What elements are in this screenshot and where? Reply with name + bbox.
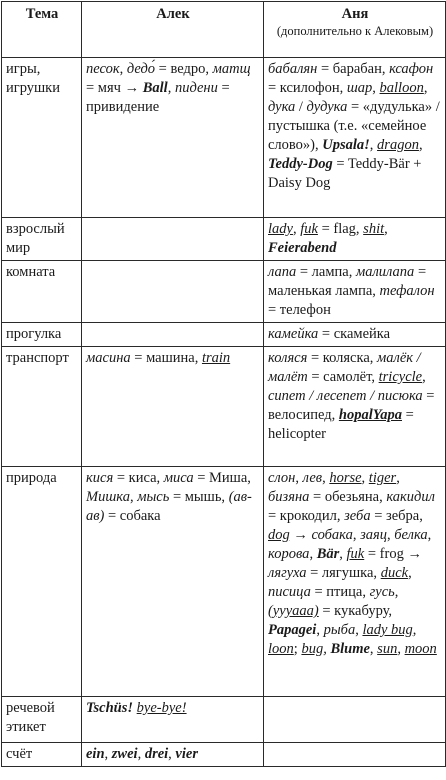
anya-cell (264, 323, 446, 347)
word-segment: какидил (386, 489, 435, 505)
topic-cell: взрослый мир (2, 218, 82, 261)
word-segment: , (408, 565, 412, 581)
word-segment: , (316, 622, 324, 638)
vocabulary-table (1, 1, 446, 767)
word-segment: , (418, 137, 423, 153)
word-segment: ; (293, 641, 302, 657)
header-anya (264, 2, 446, 58)
word-segment: = лягушка, (306, 565, 381, 581)
word-segment: миса (163, 470, 194, 486)
word-segment: гусь (369, 584, 395, 600)
word-segment: масина (86, 350, 131, 366)
word-segment: зеба (344, 508, 371, 524)
word-segment: корова (268, 546, 310, 562)
word-segment: = helicopter (268, 407, 414, 442)
word-segment: (ав-ав) (86, 489, 252, 524)
header-anya-title: Аня (341, 6, 369, 22)
word-segment: = собака (104, 508, 161, 524)
table-row (2, 467, 446, 697)
table-body (2, 58, 446, 767)
table-row (2, 261, 446, 323)
word-segment: , (394, 584, 399, 600)
word-segment: , (396, 470, 400, 486)
table-row (2, 697, 446, 743)
alek-cell (82, 323, 264, 347)
word-segment: = зебра, (370, 508, 423, 524)
word-segment: = птица, (310, 584, 370, 600)
word-segment: Feierabend (268, 240, 337, 256)
word-segment: шар (346, 80, 373, 96)
word-segment: = телефон (268, 302, 331, 318)
table-row (2, 743, 446, 767)
anya-cell (264, 218, 446, 261)
word-segment: собака (311, 527, 353, 543)
word-segment: , (137, 746, 145, 762)
word-segment: = мяч → (86, 80, 143, 96)
header-anya-subtitle: (дополнительно к Алековым) (276, 24, 434, 38)
word-segment: = барабан, (317, 61, 390, 77)
word-segment: → (289, 527, 312, 543)
word-segment: = «дудулька» / пустышка (т.е. «семейное слово»), (268, 99, 440, 153)
word-segment: , (129, 489, 138, 505)
word-segment: bye-bye! (136, 700, 187, 716)
topic-cell: речевой этикет (2, 697, 82, 743)
word-segment: ein (86, 746, 105, 762)
word-segment: = скамейка (318, 326, 391, 342)
word-segment: рыба (323, 622, 356, 638)
word-segment: Bär (316, 546, 340, 562)
word-segment: , (387, 527, 395, 543)
word-segment: = коляска, (307, 350, 378, 366)
word-segment: duck (380, 565, 409, 581)
word-segment: бабалян (268, 61, 318, 77)
alek-cell (82, 261, 264, 323)
word-segment: , (355, 622, 363, 638)
word-segment: , (295, 470, 303, 486)
word-segment: (уууааа) (268, 603, 319, 619)
word-segment: малилапа (355, 264, 415, 280)
table-row (2, 218, 446, 261)
word-segment: , (119, 61, 127, 77)
topic-cell: природа (2, 467, 82, 697)
word-segment: = киса, (113, 470, 164, 486)
word-segment: = ксилофон, (268, 80, 347, 96)
word-segment: horse (329, 470, 362, 486)
word-segment: dog (268, 527, 290, 543)
word-segment: vier (175, 746, 198, 762)
word-segment: Teddy-Dog (268, 156, 333, 172)
word-segment: = flag, (317, 221, 364, 237)
alek-cell (82, 467, 264, 697)
word-segment: , (369, 641, 378, 657)
word-segment: , (397, 641, 405, 657)
word-segment: = Миша, (193, 470, 251, 486)
alek-cell (82, 58, 264, 218)
topic-cell: прогулка (2, 323, 82, 347)
word-segment: = маленькая лампа, (268, 264, 427, 299)
word-segment: , (427, 527, 432, 543)
alek-cell (82, 218, 264, 261)
word-segment: , (372, 80, 380, 96)
word-segment: = крокодил, (268, 508, 345, 524)
word-segment: матщ (212, 61, 251, 77)
word-segment: , (422, 369, 426, 385)
word-segment: дедо́ (126, 61, 156, 77)
anya-cell (264, 261, 446, 323)
table-row (2, 323, 446, 347)
topic-cell: игры, игрушки (2, 58, 82, 218)
word-segment: lady (268, 221, 293, 237)
word-segment: = Teddy-Bär + Daisy Dog (268, 156, 422, 191)
header-topic: Тема (2, 2, 82, 58)
word-segment: , (323, 641, 331, 657)
word-segment: shit (363, 221, 385, 237)
word-segment: дудука (306, 99, 348, 115)
topic-cell: комната (2, 261, 82, 323)
word-segment: тефалон (379, 283, 435, 299)
word-segment: Papagei (268, 622, 317, 638)
word-segment: hopalYapa (338, 407, 402, 423)
alek-cell (82, 347, 264, 467)
topic-cell: транспорт (2, 347, 82, 467)
word-segment: , (309, 546, 317, 562)
word-segment: sun (377, 641, 398, 657)
word-segment: tiger (368, 470, 397, 486)
word-segment: Blume (330, 641, 370, 657)
alek-cell (82, 697, 264, 743)
word-segment: , (339, 546, 347, 562)
word-segment: кися (86, 470, 114, 486)
word-segment: , (412, 622, 417, 638)
word-segment: , (384, 221, 388, 237)
word-segment: balloon (379, 80, 424, 96)
word-segment: = мышь, (169, 489, 229, 505)
word-segment: , (369, 137, 378, 153)
topic-cell: счёт (2, 743, 82, 767)
word-segment: = frog → (364, 546, 422, 562)
word-segment: писица (268, 584, 311, 600)
word-segment: бизяна (268, 489, 310, 505)
word-segment: лев (302, 470, 323, 486)
word-segment: zwei (111, 746, 138, 762)
word-segment: train (201, 350, 231, 366)
word-segment: заяц (360, 527, 388, 543)
word-segment: = привидение (86, 80, 230, 115)
word-segment: слон (268, 470, 296, 486)
word-segment: loon (268, 641, 294, 657)
word-segment: / (295, 99, 307, 115)
word-segment: = обезьяна, (309, 489, 387, 505)
anya-cell (264, 697, 446, 743)
word-segment: ксафон (389, 61, 434, 77)
word-segment: , (168, 746, 176, 762)
word-segment: bug (301, 641, 324, 657)
word-segment: дука (268, 99, 296, 115)
word-segment: fuk (300, 221, 318, 237)
word-segment: fuk (346, 546, 365, 562)
word-segment: мысь (137, 489, 170, 505)
word-segment: , (167, 80, 175, 96)
word-segment: лягуха (268, 565, 307, 581)
table-header-row (2, 2, 446, 58)
table-row (2, 58, 446, 218)
word-segment: пидени (174, 80, 218, 96)
word-segment: лапа (268, 264, 297, 280)
table-row (2, 347, 446, 467)
anya-cell (264, 347, 446, 467)
word-segment: , (361, 470, 369, 486)
word-segment: = велосипед, (268, 388, 435, 423)
anya-cell (264, 743, 446, 767)
word-segment: сипет / лесепет / писюка (268, 388, 423, 404)
word-segment: , (322, 470, 330, 486)
word-segment: tricycle (378, 369, 423, 385)
word-segment: moon (404, 641, 437, 657)
word-segment: = ведро, (155, 61, 213, 77)
word-segment: = кукабуру, (318, 603, 393, 619)
word-segment: drei (144, 746, 169, 762)
word-segment: dragon (377, 137, 419, 153)
word-segment: = лампа, (296, 264, 356, 280)
word-segment: = машина, (130, 350, 202, 366)
word-segment: песок (86, 61, 120, 77)
word-segment: , (104, 746, 112, 762)
word-segment: Upsala! (322, 137, 370, 153)
word-segment: lady bug (362, 622, 413, 638)
word-segment: малёк / малёт (268, 350, 421, 385)
word-segment: коляся (268, 350, 308, 366)
word-segment: = самолёт, (307, 369, 379, 385)
word-segment: белка (394, 527, 428, 543)
word-segment: Ball (142, 80, 168, 96)
anya-cell (264, 58, 446, 218)
word-segment: , (423, 80, 428, 96)
word-segment: , (292, 221, 301, 237)
header-alek: Алек (82, 2, 264, 58)
alek-cell (82, 743, 264, 767)
word-segment: камейка (268, 326, 319, 342)
word-segment: Tschüs! (86, 700, 134, 716)
anya-cell (264, 467, 446, 697)
word-segment: , (352, 527, 361, 543)
word-segment: Мишка (86, 489, 130, 505)
